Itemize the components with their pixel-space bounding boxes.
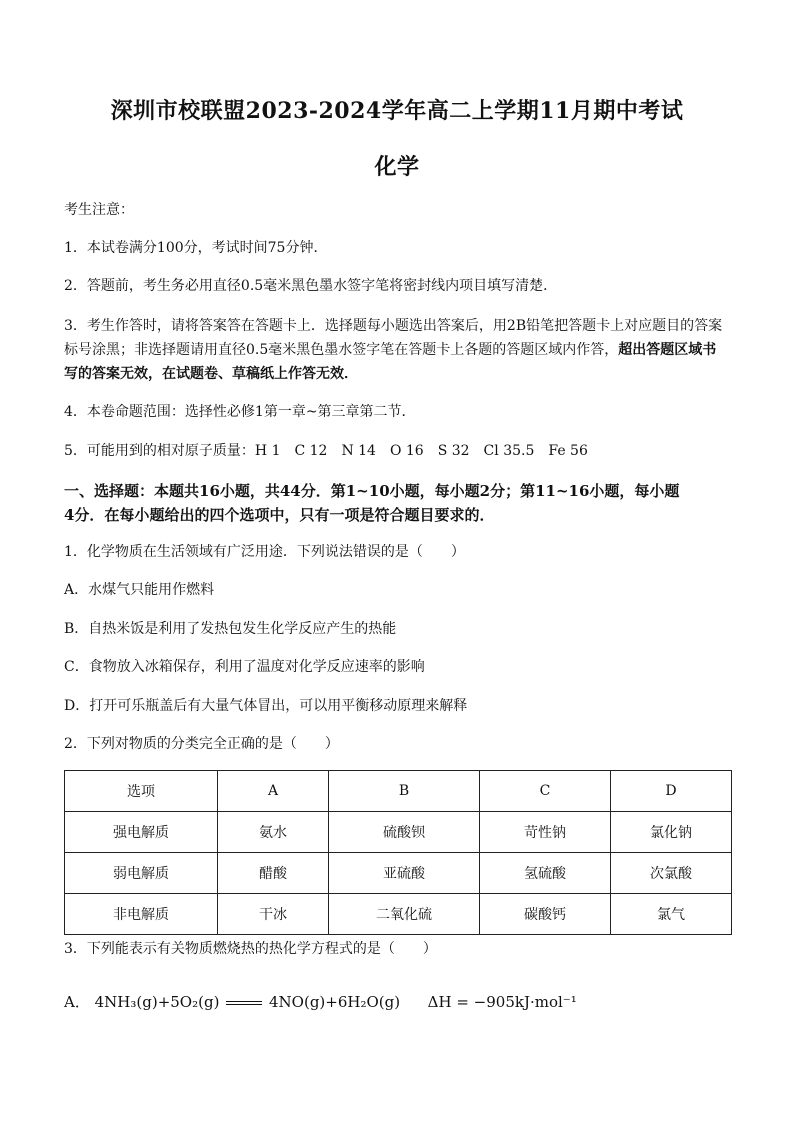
table-cell: 醋酸 xyxy=(218,853,329,894)
notice-item-5: 5．可能用到的相对原子质量：H 1 C 12 N 14 O 16 S 32 Cl 35.5 Fe 56 xyxy=(64,443,588,459)
table-cell: 氯气 xyxy=(611,894,732,935)
notice-item-3-line-1: 3．考生作答时，请将答案答在答题卡上．选择题每小题选出答案后，用2B铅笔把答题卡上对应题目的答案 xyxy=(64,318,723,334)
table-row xyxy=(65,812,732,853)
table-cell: 非电解质 xyxy=(65,894,218,935)
notice-item-2: 2．答题前，考生务必用直径0.5毫米黑色墨水签字笔将密封线内项目填写清楚． xyxy=(64,278,558,294)
table-cell: 干冰 xyxy=(218,894,329,935)
question-3-option-a xyxy=(64,990,734,1014)
notice-item-3-bold-b: 写的答案无效，在试题卷、草稿纸上作答无效． xyxy=(64,366,358,382)
section-heading-line-2: 4分．在每小题给出的四个选项中，只有一项是符合题目要求的． xyxy=(64,506,495,524)
notice-item-3-bold-a: 超出答题区域书 xyxy=(618,342,717,358)
question-1-stem: 1．化学物质在生活领域有广泛用途．下列说法错误的是（ ） xyxy=(64,544,465,560)
table-cell: 弱电解质 xyxy=(65,853,218,894)
table-row xyxy=(65,853,732,894)
subject-title: 化学 xyxy=(374,154,420,180)
table-header-cell: D xyxy=(611,771,732,812)
table-cell: 碳酸钙 xyxy=(480,894,611,935)
equation-rhs: 4NO(g)+6H₂O(g) xyxy=(269,993,401,1011)
question-3-stem: 3．下列能表示有关物质燃烧热的热化学方程式的是（ ） xyxy=(64,941,437,957)
notice-item-3-text: 标号涂黑；非选择题请用直径0.5毫米黑色墨水签字笔在答题卡上各题的答题区域内作答， xyxy=(64,342,619,358)
exam-title: 深圳市校联盟2023-2024学年高二上学期11月期中考试 xyxy=(110,98,684,124)
table-header-row xyxy=(65,771,732,812)
question-1-option-c: C．食物放入冰箱保存，利用了温度对化学反应速率的影响 xyxy=(64,659,425,675)
table-cell: 二氧化硫 xyxy=(329,894,480,935)
enthalpy-change: ΔH = −905kJ·mol⁻¹ xyxy=(427,993,577,1011)
notice-item-1: 1．本试卷满分100分，考试时间75分钟． xyxy=(64,240,328,256)
table-row xyxy=(65,894,732,935)
option-a-label: A． xyxy=(64,993,90,1011)
section-heading-line-1: 一、选择题：本题共16小题，共44分．第1~10小题，每小题2分；第11~16小题，每小题 xyxy=(64,482,680,500)
question-1-option-a: A．水煤气只能用作燃料 xyxy=(64,582,215,598)
table-header-cell: A xyxy=(218,771,329,812)
question-1-option-d: D．打开可乐瓶盖后有大量气体冒出，可以用平衡移动原理来解释 xyxy=(64,698,468,714)
notice-heading: 考生注意： xyxy=(64,202,134,218)
notice-item-4: 4．本卷命题范围：选择性必修1第一章~第三章第二节． xyxy=(64,404,416,420)
equals-sign xyxy=(226,1001,262,1005)
equation-lhs: 4NH₃(g)+5O₂(g) xyxy=(94,993,220,1011)
table-cell: 苛性钠 xyxy=(480,812,611,853)
question-1-option-b: B．自热米饭是利用了发热包发生化学反应产生的热能 xyxy=(64,621,397,637)
classification-table xyxy=(64,770,732,935)
table-cell: 强电解质 xyxy=(65,812,218,853)
table-cell: 次氯酸 xyxy=(611,853,732,894)
table-cell: 亚硫酸 xyxy=(329,853,480,894)
table-cell: 氯化钠 xyxy=(611,812,732,853)
table-cell: 氢硫酸 xyxy=(480,853,611,894)
question-2-stem: 2．下列对物质的分类完全正确的是（ ） xyxy=(64,736,339,752)
table-cell: 硫酸钡 xyxy=(329,812,480,853)
notice-item-3-line-2 xyxy=(64,338,734,362)
table-header-cell: C xyxy=(480,771,611,812)
table-cell: 氨水 xyxy=(218,812,329,853)
table-header-cell: 选项 xyxy=(65,771,218,812)
table-header-cell: B xyxy=(329,771,480,812)
